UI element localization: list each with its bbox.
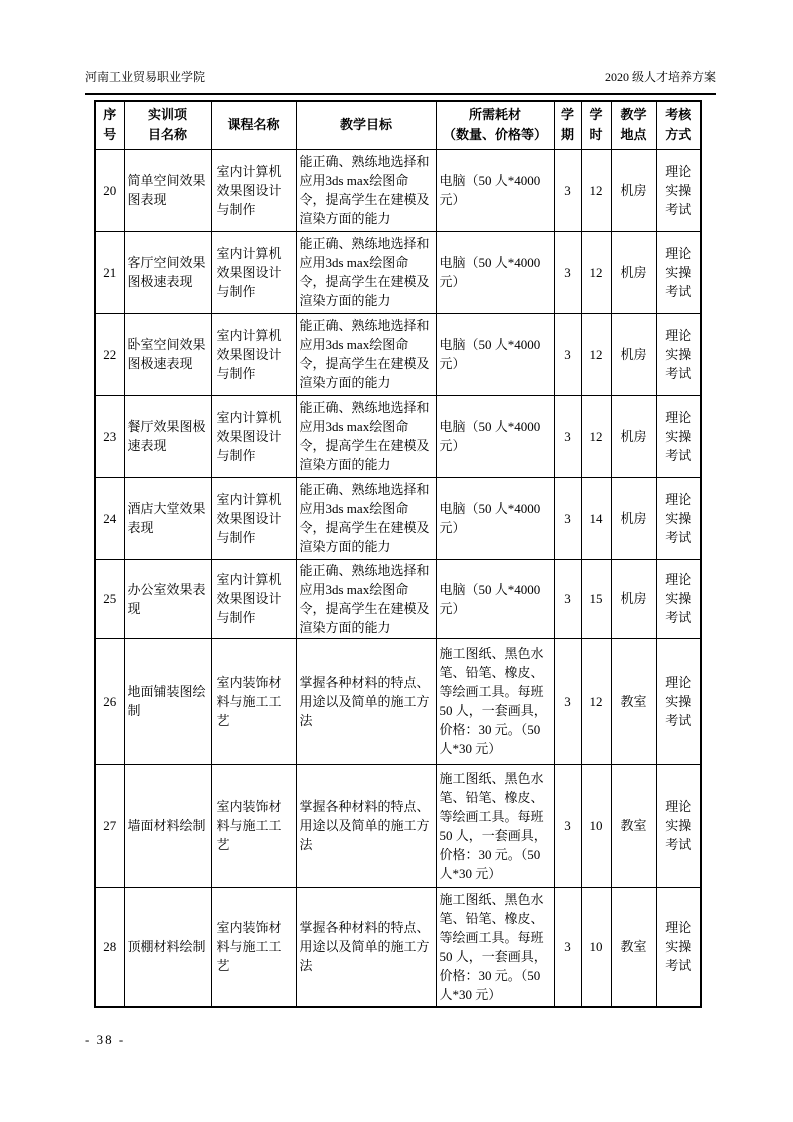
cell-assessment: 理论 实操 考试 bbox=[656, 149, 701, 231]
cell-semester: 3 bbox=[554, 887, 581, 1007]
cell-assessment: 理论 实操 考试 bbox=[656, 395, 701, 477]
cell-goal: 能正确、熟练地选择和应用3ds max绘图命令，提高学生在建模及渲染方面的能力 bbox=[296, 313, 436, 395]
column-header-goal: 教学目标 bbox=[296, 101, 436, 149]
column-header-project: 实训项 目名称 bbox=[124, 101, 211, 149]
cell-course: 室内计算机效果图设计与制作 bbox=[211, 231, 296, 313]
table-row bbox=[95, 559, 701, 638]
training-table bbox=[94, 100, 702, 1008]
cell-materials: 电脑（50 人*4000元） bbox=[436, 313, 554, 395]
cell-location: 机房 bbox=[611, 477, 656, 559]
table-header-row bbox=[95, 101, 701, 149]
cell-semester: 3 bbox=[554, 395, 581, 477]
cell-goal: 掌握各种材料的特点、用途以及简单的施工方法 bbox=[296, 638, 436, 764]
header-rule bbox=[85, 93, 716, 95]
table-row bbox=[95, 231, 701, 313]
cell-location: 机房 bbox=[611, 559, 656, 638]
cell-location: 机房 bbox=[611, 395, 656, 477]
cell-seq: 26 bbox=[95, 638, 124, 764]
cell-semester: 3 bbox=[554, 477, 581, 559]
cell-materials: 电脑（50 人*4000元） bbox=[436, 149, 554, 231]
cell-location: 教室 bbox=[611, 638, 656, 764]
page-number: - 38 - bbox=[85, 1032, 126, 1047]
cell-hours: 12 bbox=[581, 149, 611, 231]
cell-materials: 电脑（50 人*4000元） bbox=[436, 559, 554, 638]
cell-assessment: 理论 实操 考试 bbox=[656, 559, 701, 638]
cell-course: 室内计算机效果图设计与制作 bbox=[211, 477, 296, 559]
cell-project: 办公室效果表现 bbox=[124, 559, 211, 638]
column-header-semester: 学 期 bbox=[554, 101, 581, 149]
cell-goal: 能正确、熟练地选择和应用3ds max绘图命令，提高学生在建模及渲染方面的能力 bbox=[296, 395, 436, 477]
cell-materials: 施工图纸、黑色水笔、铅笔、橡皮、等绘画工具。每班50 人，一套画具，价格：30 元。（50 人*30 元） bbox=[436, 887, 554, 1007]
cell-location: 教室 bbox=[611, 887, 656, 1007]
cell-assessment: 理论 实操 考试 bbox=[656, 887, 701, 1007]
column-header-course: 课程名称 bbox=[211, 101, 296, 149]
cell-course: 室内装饰材料与施工工艺 bbox=[211, 764, 296, 887]
table-row bbox=[95, 638, 701, 764]
cell-course: 室内装饰材料与施工工艺 bbox=[211, 887, 296, 1007]
column-header-hours: 学 时 bbox=[581, 101, 611, 149]
cell-project: 顶棚材料绘制 bbox=[124, 887, 211, 1007]
cell-project: 酒店大堂效果表现 bbox=[124, 477, 211, 559]
table-body bbox=[95, 149, 701, 1007]
cell-hours: 10 bbox=[581, 887, 611, 1007]
cell-project: 简单空间效果图表现 bbox=[124, 149, 211, 231]
cell-location: 机房 bbox=[611, 149, 656, 231]
cell-seq: 20 bbox=[95, 149, 124, 231]
cell-goal: 掌握各种材料的特点、用途以及简单的施工方法 bbox=[296, 764, 436, 887]
cell-materials: 电脑（50 人*4000元） bbox=[436, 231, 554, 313]
cell-semester: 3 bbox=[554, 764, 581, 887]
cell-course: 室内计算机效果图设计与制作 bbox=[211, 313, 296, 395]
cell-semester: 3 bbox=[554, 313, 581, 395]
cell-goal: 掌握各种材料的特点、用途以及简单的施工方法 bbox=[296, 887, 436, 1007]
column-header-materials: 所需耗材 （数量、价格等） bbox=[436, 101, 554, 149]
cell-hours: 12 bbox=[581, 231, 611, 313]
cell-semester: 3 bbox=[554, 638, 581, 764]
cell-assessment: 理论 实操 考试 bbox=[656, 231, 701, 313]
plan-title: 2020 级人才培养方案 bbox=[604, 70, 716, 84]
cell-hours: 10 bbox=[581, 764, 611, 887]
cell-location: 机房 bbox=[611, 313, 656, 395]
cell-seq: 23 bbox=[95, 395, 124, 477]
column-header-location: 教学 地点 bbox=[611, 101, 656, 149]
cell-location: 机房 bbox=[611, 231, 656, 313]
cell-hours: 15 bbox=[581, 559, 611, 638]
cell-semester: 3 bbox=[554, 149, 581, 231]
column-header-assessment: 考核 方式 bbox=[656, 101, 701, 149]
cell-seq: 27 bbox=[95, 764, 124, 887]
cell-course: 室内计算机效果图设计与制作 bbox=[211, 559, 296, 638]
cell-project: 地面铺装图绘制 bbox=[124, 638, 211, 764]
cell-project: 卧室空间效果图极速表现 bbox=[124, 313, 211, 395]
cell-materials: 施工图纸、黑色水笔、铅笔、橡皮、等绘画工具。每班50 人，一套画具，价格：30 元。（50 人*30 元） bbox=[436, 638, 554, 764]
doc-header bbox=[85, 70, 716, 85]
cell-seq: 21 bbox=[95, 231, 124, 313]
cell-goal: 能正确、熟练地选择和应用3ds max绘图命令，提高学生在建模及渲染方面的能力 bbox=[296, 149, 436, 231]
cell-hours: 12 bbox=[581, 395, 611, 477]
cell-materials: 电脑（50 人*4000元） bbox=[436, 395, 554, 477]
cell-hours: 12 bbox=[581, 638, 611, 764]
cell-course: 室内装饰材料与施工工艺 bbox=[211, 638, 296, 764]
cell-seq: 28 bbox=[95, 887, 124, 1007]
table-row bbox=[95, 887, 701, 1007]
cell-semester: 3 bbox=[554, 559, 581, 638]
cell-project: 客厅空间效果图极速表现 bbox=[124, 231, 211, 313]
school-name: 河南工业贸易职业学院 bbox=[85, 70, 206, 84]
table-row bbox=[95, 477, 701, 559]
table-row bbox=[95, 764, 701, 887]
table-row bbox=[95, 395, 701, 477]
cell-assessment: 理论 实操 考试 bbox=[656, 477, 701, 559]
table-row bbox=[95, 313, 701, 395]
cell-project: 餐厅效果图极速表现 bbox=[124, 395, 211, 477]
table-row bbox=[95, 149, 701, 231]
cell-semester: 3 bbox=[554, 231, 581, 313]
cell-seq: 22 bbox=[95, 313, 124, 395]
cell-seq: 24 bbox=[95, 477, 124, 559]
cell-goal: 能正确、熟练地选择和应用3ds max绘图命令，提高学生在建模及渲染方面的能力 bbox=[296, 231, 436, 313]
cell-assessment: 理论 实操 考试 bbox=[656, 764, 701, 887]
cell-course: 室内计算机效果图设计与制作 bbox=[211, 149, 296, 231]
cell-hours: 14 bbox=[581, 477, 611, 559]
cell-goal: 能正确、熟练地选择和应用3ds max绘图命令，提高学生在建模及渲染方面的能力 bbox=[296, 477, 436, 559]
cell-materials: 电脑（50 人*4000元） bbox=[436, 477, 554, 559]
cell-goal: 能正确、熟练地选择和应用3ds max绘图命令，提高学生在建模及渲染方面的能力 bbox=[296, 559, 436, 638]
cell-assessment: 理论 实操 考试 bbox=[656, 313, 701, 395]
cell-seq: 25 bbox=[95, 559, 124, 638]
cell-assessment: 理论 实操 考试 bbox=[656, 638, 701, 764]
cell-project: 墙面材料绘制 bbox=[124, 764, 211, 887]
cell-course: 室内计算机效果图设计与制作 bbox=[211, 395, 296, 477]
cell-location: 教室 bbox=[611, 764, 656, 887]
column-header-seq: 序 号 bbox=[95, 101, 124, 149]
cell-materials: 施工图纸、黑色水笔、铅笔、橡皮、等绘画工具。每班50 人，一套画具，价格：30 元。（50 人*30 元） bbox=[436, 764, 554, 887]
cell-hours: 12 bbox=[581, 313, 611, 395]
